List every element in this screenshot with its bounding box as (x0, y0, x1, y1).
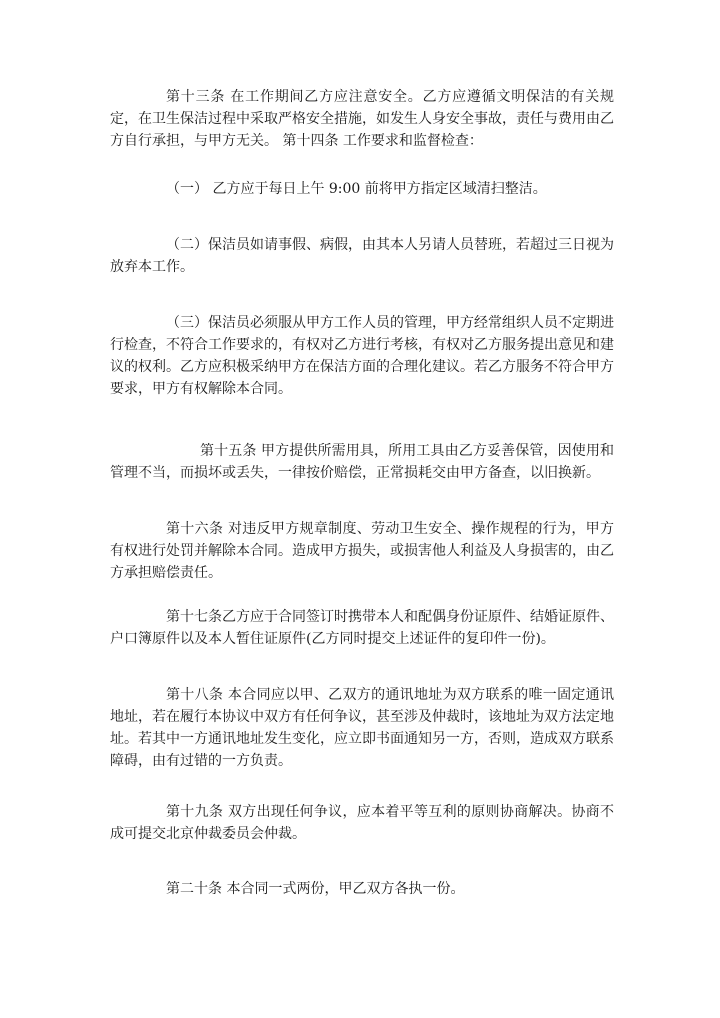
clause-16: 第十六条 对违反甲方规章制度、劳动卫生安全、操作规程的行为，甲方有权进行处罚并解除本合同。造成甲方损失，或损害他人利益及人身损害的，由乙方承担赔偿责任。 (110, 521, 614, 581)
clause-14-item-3: （三）保洁员必须服从甲方工作人员的管理，甲方经常组织人员不定期进行检查，不符合工作要求的，有权对乙方进行考核，有权对乙方服务提出意见和建议的权利。乙方应积极采纳甲方在保洁方面的合理化建议。若乙方服务不符合甲方要求，甲方有权解除本合同。 (110, 315, 614, 397)
clause-19: 第十九条 双方出现任何争议，应本着平等互利的原则协商解决。协商不成可提交北京仲裁委员会仲裁。 (110, 804, 614, 842)
clause-18: 第十八条 本合同应以甲、乙双方的通讯地址为双方联系的唯一固定通讯地址，若在履行本协议中双方有任何争议，甚至涉及仲裁时，该地址为双方法定地址。若其中一方通讯地址发生变化，应立即书面通知另一方，否则，造成双方联系障碍，由有过错的一方负责。 (110, 687, 614, 769)
clause-20: 第二十条 本合同一式两份，甲乙双方各执一份。 (166, 881, 465, 897)
clause-14-item-1: （一） 乙方应于每日上午 9:00 前将甲方指定区域清扫整洁。 (166, 181, 547, 197)
clause-15: 第十五条 甲方提供所需用具，所用工具由乙方妥善保管，因使用和管理不当，而损坏或丢失，一律按价赔偿，正常损耗交由甲方备查，以旧换新。 (110, 443, 614, 481)
clause-13-14: 第十三条 在工作期间乙方应注意安全。乙方应遵循文明保洁的有关规定，在卫生保洁过程中采取严格安全措施，如发生人身安全事故，责任与费用由乙方自行承担，与甲方无关。 第十四条 工作要求和监督检查： (110, 89, 614, 149)
clause-17: 第十七条乙方应于合同签订时携带本人和配偶身份证原件、结婚证原件、户口簿原件以及本人暂住证原件(乙方同时提交上述证件的复印件一份)。 (110, 609, 614, 647)
clause-14-item-2: （二）保洁员如请事假、病假，由其本人另请人员替班，若超过三日视为放弃本工作。 (110, 237, 614, 275)
